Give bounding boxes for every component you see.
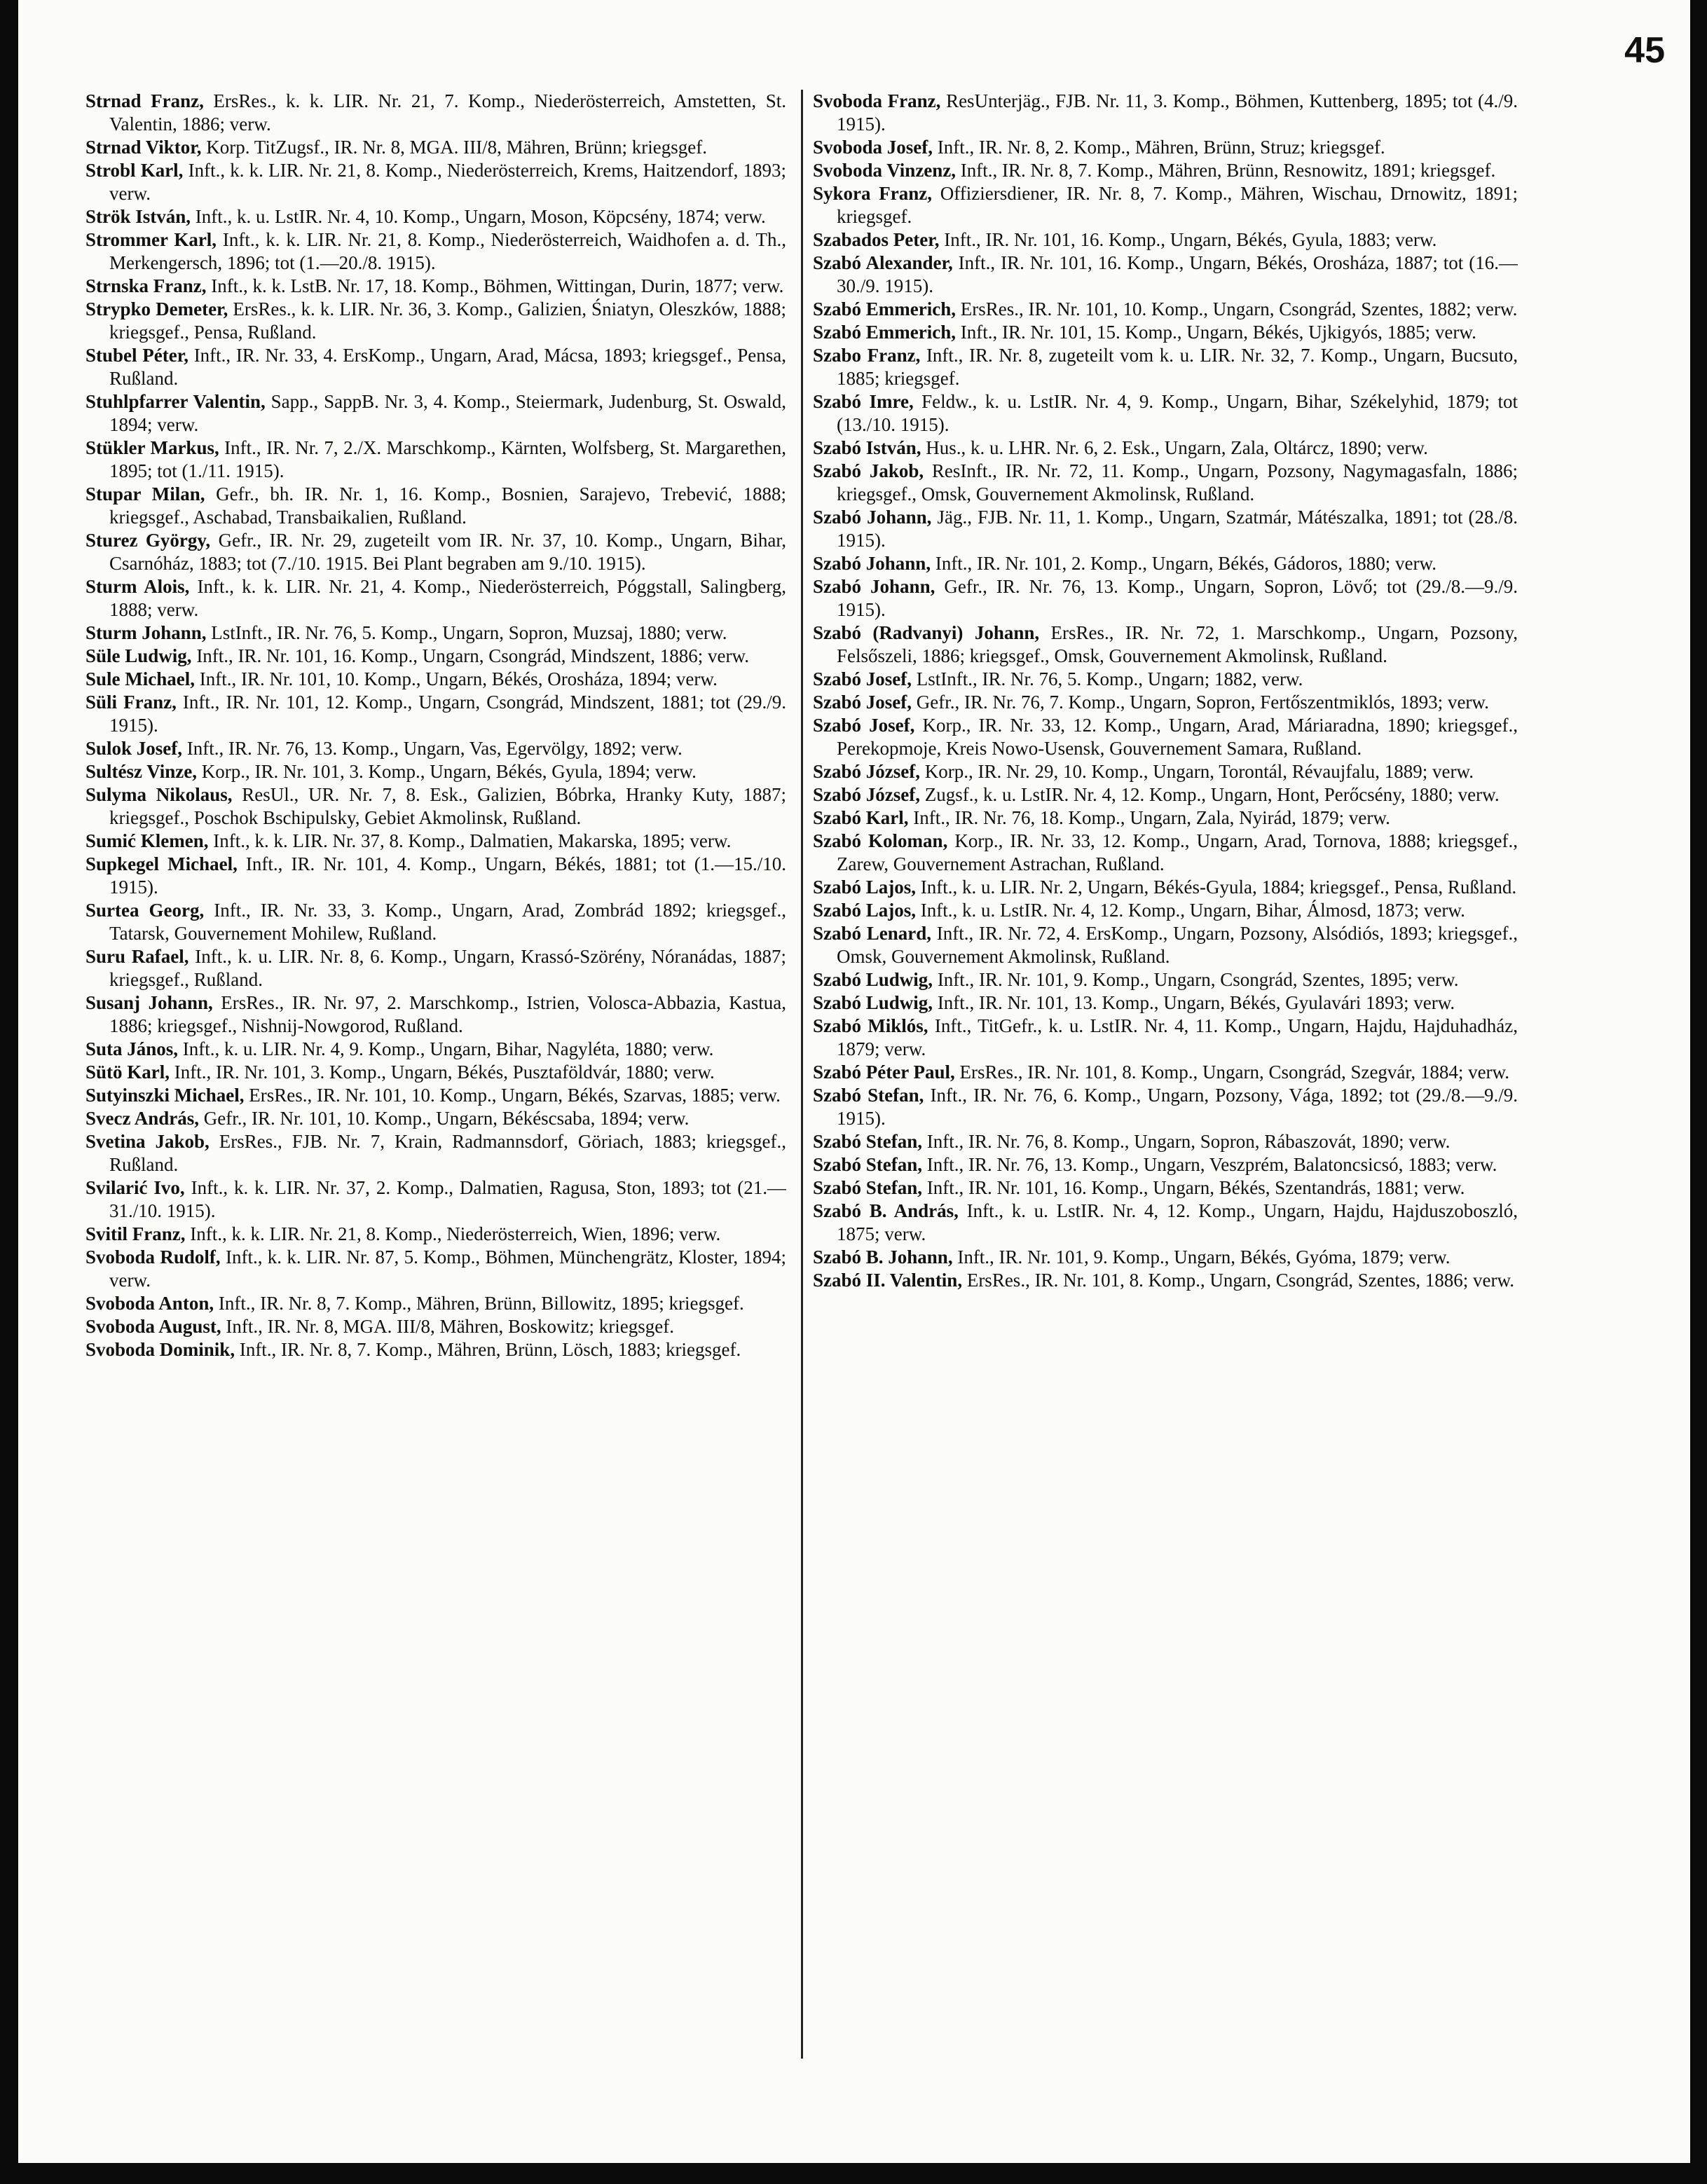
entry-name: Stupar Milan, bbox=[85, 483, 205, 504]
entry-details: Gefr., IR. Nr. 76, 13. Komp., Ungarn, Sopron, Lövő; tot (29./8.—9./9. 1915). bbox=[837, 576, 1518, 620]
casualty-entry bbox=[813, 90, 1518, 136]
entry-name: Sulok Josef, bbox=[85, 738, 183, 759]
entry-name: Szabó II. Valentin, bbox=[813, 1270, 963, 1291]
casualty-entry bbox=[813, 136, 1518, 159]
casualty-entry bbox=[813, 668, 1518, 691]
casualty-entry bbox=[85, 1061, 786, 1084]
casualty-entry bbox=[813, 228, 1518, 252]
casualty-entry bbox=[85, 645, 786, 668]
casualty-entry bbox=[85, 1338, 786, 1361]
entry-name: Szabó B. András, bbox=[813, 1200, 959, 1221]
entry-name: Szabó Johann, bbox=[813, 553, 931, 574]
entry-name: Sultész Vinze, bbox=[85, 761, 197, 782]
entry-name: Sutyinszki Michael, bbox=[85, 1085, 245, 1106]
casualty-entry bbox=[85, 437, 786, 483]
entry-name: Sumić Klemen, bbox=[85, 830, 209, 851]
entry-details: LstInft., IR. Nr. 76, 5. Komp., Ungarn, Sopron, Muzsaj, 1880; verw. bbox=[206, 622, 727, 643]
entry-details: Inft., IR. Nr. 76, 8. Komp., Ungarn, Sopron, Rábaszovát, 1890; verw. bbox=[922, 1131, 1451, 1152]
casualty-entry bbox=[85, 275, 786, 298]
entry-details: Inft., IR. Nr. 101, 13. Komp., Ungarn, Békés, Gyulavári 1893; verw. bbox=[933, 992, 1455, 1013]
entry-details: Inft., IR. Nr. 101, 16. Komp., Ungarn, Békés, Gyula, 1883; verw. bbox=[939, 229, 1437, 250]
casualty-entry bbox=[85, 830, 786, 853]
entry-details: ErsRes., IR. Nr. 101, 10. Komp., Ungarn, Békés, Szarvas, 1885; verw. bbox=[244, 1085, 781, 1106]
casualty-entry bbox=[813, 1200, 1518, 1246]
entry-details: ErsRes., IR. Nr. 97, 2. Marschkomp., Istrien, Volosca-Abbazia, Kastua, 1886; kriegsgef., Nishnij-Nowgorod, Rußland. bbox=[109, 992, 786, 1036]
entry-details: Inft., k. k. LIR. Nr. 21, 8. Komp., Niederösterreich, Wien, 1896; verw. bbox=[185, 1223, 721, 1244]
entry-name: Sturm Alois, bbox=[85, 576, 190, 597]
entry-details: Inft., k. u. LstIR. Nr. 4, 12. Komp., Ungarn, Bihar, Álmosd, 1873; verw. bbox=[916, 900, 1465, 921]
entry-details: Inft., IR. Nr. 101, 9. Komp., Ungarn, Békés, Gyóma, 1879; verw. bbox=[952, 1246, 1451, 1268]
entry-details: Gefr., bh. IR. Nr. 1, 16. Komp., Bosnien, Sarajevo, Trebević, 1888; kriegsgef., Aschabad, Transbaikalien, Rußland. bbox=[109, 483, 786, 528]
entry-name: Szabó Emmerich, bbox=[813, 322, 956, 343]
casualty-entry bbox=[85, 1246, 786, 1292]
entry-name: Svilarić Ivo, bbox=[85, 1177, 185, 1198]
entry-details: Inft., IR. Nr. 8, 2. Komp., Mähren, Brünn, Struz; kriegsgef. bbox=[933, 137, 1385, 158]
entry-details: Inft., IR. Nr. 7, 2./X. Marschkomp., Kärnten, Wolfsberg, St. Margarethen, 1895; tot (1./11. 1915). bbox=[109, 437, 786, 481]
casualty-entry bbox=[85, 136, 786, 159]
casualty-entry bbox=[813, 922, 1518, 968]
entry-details: Gefr., IR. Nr. 101, 10. Komp., Ungarn, Békéscsaba, 1894; verw. bbox=[199, 1108, 690, 1129]
scan-edge-bottom bbox=[0, 2163, 1707, 2184]
entry-details: Inft., IR. Nr. 101, 4. Komp., Ungarn, Békés, 1881; tot (1.—15./10. 1915). bbox=[109, 853, 786, 898]
casualty-entry bbox=[813, 321, 1518, 344]
entry-name: Sturm Johann, bbox=[85, 622, 207, 643]
casualty-entry bbox=[813, 806, 1518, 830]
entry-name: Szabó Stefan, bbox=[813, 1085, 924, 1106]
entry-details: Inft., IR. Nr. 101, 2. Komp., Ungarn, Békés, Gádoros, 1880; verw. bbox=[931, 553, 1437, 574]
casualty-entry bbox=[85, 783, 786, 830]
casualty-entry bbox=[85, 1038, 786, 1061]
entry-name: Strommer Karl, bbox=[85, 229, 217, 250]
casualty-entry bbox=[813, 344, 1518, 390]
casualty-entry bbox=[813, 252, 1518, 298]
casualty-entry bbox=[813, 691, 1518, 714]
entry-details: Offiziersdiener, IR. Nr. 8, 7. Komp., Mähren, Wischau, Drnowitz, 1891; kriegsgef. bbox=[837, 183, 1518, 227]
entry-details: Gefr., IR. Nr. 29, zugeteilt vom IR. Nr. 37, 10. Komp., Ungarn, Bihar, Csarnóház, 1883; tot (7./10. 1915. Bei Plant begraben am 9./10. 1915). bbox=[109, 530, 786, 574]
casualty-entry bbox=[85, 529, 786, 575]
casualty-entry bbox=[813, 760, 1518, 783]
entry-name: Szabados Peter, bbox=[813, 229, 940, 250]
casualty-entry bbox=[85, 853, 786, 899]
casualty-entry bbox=[85, 621, 786, 645]
entry-details: Inft., k. u. LIR. Nr. 2, Ungarn, Békés-Gyula, 1884; kriegsgef., Pensa, Rußland. bbox=[916, 877, 1517, 898]
entry-name: Sütö Karl, bbox=[85, 1062, 170, 1083]
casualty-entry bbox=[813, 1269, 1518, 1292]
entry-details: Inft., IR. Nr. 101, 10. Komp., Ungarn, Békés, Orosháza, 1894; verw. bbox=[195, 668, 718, 689]
entry-name: Szabó Ludwig, bbox=[813, 992, 933, 1013]
entry-name: Szabó Josef, bbox=[813, 715, 915, 736]
entry-details: Inft., IR. Nr. 8, 7. Komp., Mähren, Brünn, Resnowitz, 1891; kriegsgef. bbox=[956, 160, 1496, 181]
entry-name: Szabó Stefan, bbox=[813, 1131, 923, 1152]
entry-name: Szabó B. Johann, bbox=[813, 1246, 953, 1268]
entry-name: Susanj Johann, bbox=[85, 992, 213, 1013]
entry-details: ResUnterjäg., FJB. Nr. 11, 3. Komp., Böhmen, Kuttenberg, 1895; tot (4./9. 1915). bbox=[837, 90, 1518, 135]
casualty-entry bbox=[813, 830, 1518, 876]
entry-details: Korp., IR. Nr. 33, 12. Komp., Ungarn, Arad, Máriaradna, 1890; kriegsgef., Perekopmoje, Kreis Nowo-Usensk, Gouvernement Samara, Rußland. bbox=[837, 715, 1518, 759]
entry-details: Inft., IR. Nr. 101, 16. Komp., Ungarn, Békés, Orosháza, 1887; tot (16.—30./9. 1915). bbox=[837, 252, 1518, 296]
entry-name: Suta János, bbox=[85, 1038, 179, 1059]
entry-name: Strobl Karl, bbox=[85, 160, 184, 181]
entry-details: Sapp., SappB. Nr. 3, 4. Komp., Steiermark, Judenburg, St. Oswald, 1894; verw. bbox=[109, 391, 786, 435]
casualty-entry bbox=[813, 1176, 1518, 1200]
entry-name: Stuhlpfarrer Valentin, bbox=[85, 391, 266, 412]
entry-details: Hus., k. u. LHR. Nr. 6, 2. Esk., Ungarn, Zala, Oltárcz, 1890; verw. bbox=[921, 437, 1428, 458]
entry-details: Inft., k. u. LstIR. Nr. 4, 10. Komp., Ungarn, Moson, Köpcsény, 1874; verw. bbox=[191, 206, 766, 227]
entry-details: ErsRes., FJB. Nr. 7, Krain, Radmannsdorf, Göriach, 1883; kriegsgef., Rußland. bbox=[109, 1131, 786, 1175]
casualty-entry bbox=[85, 228, 786, 275]
entry-details: Inft., IR. Nr. 101, 16. Komp., Ungarn, Csongrád, Mindszent, 1886; verw. bbox=[191, 645, 749, 666]
entry-name: Szabó Koloman, bbox=[813, 830, 948, 851]
entry-name: Strnad Franz, bbox=[85, 90, 204, 111]
casualty-entry bbox=[85, 159, 786, 205]
entry-details: Inft., k. k. LIR. Nr. 21, 4. Komp., Niederösterreich, Póggstall, Salingberg, 1888; verw. bbox=[109, 576, 786, 620]
entry-name: Szabó Lajos, bbox=[813, 900, 917, 921]
entry-details: ErsRes., IR. Nr. 72, 1. Marschkomp., Ungarn, Pozsony, Felsőszeli, 1886; kriegsgef., Omsk, Gouvernement Akmolinsk, Rußland. bbox=[837, 622, 1518, 666]
entry-details: Korp., IR. Nr. 101, 3. Komp., Ungarn, Békés, Gyula, 1894; verw. bbox=[197, 761, 697, 782]
casualty-entry bbox=[85, 1176, 786, 1223]
entry-name: Szabó Lajos, bbox=[813, 877, 917, 898]
entry-details: Inft., IR. Nr. 101, 3. Komp., Ungarn, Békés, Pusztaföldvár, 1880; verw. bbox=[170, 1062, 715, 1083]
entry-details: Inft., IR. Nr. 101, 16. Komp., Ungarn, Békés, Szentandrás, 1881; verw. bbox=[922, 1177, 1465, 1198]
entry-details: Inft., k. u. LIR. Nr. 8, 6. Komp., Ungarn, Krassó-Szörény, Nóranádas, 1887; kriegsgef., Rußland. bbox=[109, 946, 786, 990]
entry-name: Süli Franz, bbox=[85, 692, 177, 713]
casualty-entry bbox=[85, 1084, 786, 1107]
entry-name: Szabó Johann, bbox=[813, 507, 932, 528]
entry-details: Korp., IR. Nr. 29, 10. Komp., Ungarn, Torontál, Révaujfalu, 1889; verw. bbox=[919, 761, 1474, 782]
casualty-entry bbox=[813, 968, 1518, 991]
entry-details: Inft., IR. Nr. 8, MGA. III/8, Mähren, Boskowitz; kriegsgef. bbox=[221, 1316, 674, 1337]
casualty-entry bbox=[85, 1223, 786, 1246]
entry-name: Szabó Jakob, bbox=[813, 460, 924, 481]
casualty-entry bbox=[813, 1153, 1518, 1176]
entry-name: Svoboda Rudolf, bbox=[85, 1246, 221, 1268]
scan-edge-left bbox=[0, 0, 18, 2184]
casualty-entry bbox=[85, 991, 786, 1038]
entry-name: Sykora Franz, bbox=[813, 183, 933, 204]
entry-details: ErsRes., IR. Nr. 101, 10. Komp., Ungarn, Csongrád, Szentes, 1882; verw. bbox=[955, 298, 1518, 320]
entry-details: Inft., IR. Nr. 33, 3. Komp., Ungarn, Arad, Zombrád 1892; kriegsgef., Tatarsk, Gouvernement Mohilew, Rußland. bbox=[109, 900, 786, 944]
entry-details: Inft., IR. Nr. 101, 12. Komp., Ungarn, Csongrád, Mindszent, 1881; tot (29./9. 1915). bbox=[109, 692, 786, 736]
casualty-entry bbox=[85, 205, 786, 228]
casualty-entry bbox=[813, 899, 1518, 922]
casualty-entry bbox=[85, 90, 786, 136]
casualty-entry bbox=[85, 899, 786, 945]
casualty-entry bbox=[85, 691, 786, 737]
entry-details: ErsRes., IR. Nr. 101, 8. Komp., Ungarn, Csongrád, Szegvár, 1884; verw. bbox=[954, 1062, 1510, 1083]
entry-name: Stükler Markus, bbox=[85, 437, 219, 458]
entry-details: Feldw., k. u. LstIR. Nr. 4, 9. Komp., Ungarn, Bihar, Székelyhid, 1879; tot (13./10. 1915). bbox=[837, 391, 1518, 435]
entry-name: Szabó (Radvanyi) Johann, bbox=[813, 622, 1040, 643]
casualty-entry bbox=[813, 1130, 1518, 1153]
casualty-entry bbox=[85, 1107, 786, 1130]
entry-name: Svoboda Anton, bbox=[85, 1293, 214, 1314]
entry-name: Szabó Ludwig, bbox=[813, 969, 933, 990]
entry-details: ErsRes., k. k. LIR. Nr. 36, 3. Komp., Galizien, Śniatyn, Oleszków, 1888; kriegsgef., Pensa, Rußland. bbox=[109, 298, 786, 343]
entry-name: Strnska Franz, bbox=[85, 275, 207, 296]
casualty-entry bbox=[813, 1061, 1518, 1084]
entry-details: Inft., IR. Nr. 72, 4. ErsKomp., Ungarn, Pozsony, Alsódiós, 1893; kriegsgef., Omsk, Gouvernement Akmolinsk, Rußland. bbox=[837, 923, 1518, 967]
entry-details: Inft., IR. Nr. 76, 13. Komp., Ungarn, Vas, Egervölgy, 1892; verw. bbox=[182, 738, 683, 759]
entry-name: Strök István, bbox=[85, 206, 191, 227]
entry-details: ErsRes., IR. Nr. 101, 8. Komp., Ungarn, Csongrád, Szentes, 1886; verw. bbox=[962, 1270, 1514, 1291]
entry-details: Korp. TitZugsf., IR. Nr. 8, MGA. III/8, Mähren, Brünn; kriegsgef. bbox=[201, 137, 707, 158]
entry-name: Svetina Jakob, bbox=[85, 1131, 210, 1152]
casualty-entry bbox=[813, 159, 1518, 182]
entry-name: Szabó Miklós, bbox=[813, 1015, 928, 1036]
casualty-entry bbox=[85, 483, 786, 529]
casualty-entry bbox=[85, 737, 786, 760]
casualty-entry bbox=[813, 552, 1518, 575]
entry-name: Szabó Karl, bbox=[813, 807, 909, 828]
casualty-entry bbox=[813, 876, 1518, 899]
entry-details: Inft., TitGefr., k. u. LstIR. Nr. 4, 11. Komp., Ungarn, Hajdu, Hajduhadház, 1879; verw. bbox=[837, 1015, 1518, 1059]
scan-edge-right bbox=[1690, 0, 1707, 2184]
column-divider bbox=[801, 90, 803, 2059]
entry-name: Strnad Viktor, bbox=[85, 137, 202, 158]
entry-name: Stubel Péter, bbox=[85, 345, 188, 366]
casualty-entry bbox=[813, 783, 1518, 806]
entry-name: Svoboda Franz, bbox=[813, 90, 941, 111]
entry-details: Inft., IR. Nr. 8, zugeteilt vom k. u. LIR. Nr. 32, 7. Komp., Ungarn, Bucsuto, 1885; kriegsgef. bbox=[837, 345, 1518, 389]
entry-name: Strypko Demeter, bbox=[85, 298, 228, 320]
entry-name: Szabó Stefan, bbox=[813, 1177, 923, 1198]
entry-name: Svecz András, bbox=[85, 1108, 199, 1129]
entry-details: Inft., IR. Nr. 101, 15. Komp., Ungarn, Békés, Ujkigyós, 1885; verw. bbox=[955, 322, 1476, 343]
casualty-entry bbox=[813, 460, 1518, 506]
entry-name: Szabó Alexander, bbox=[813, 252, 953, 273]
entry-details: Inft., IR. Nr. 76, 18. Komp., Ungarn, Zala, Nyirád, 1879; verw. bbox=[908, 807, 1390, 828]
entry-name: Szabó Josef, bbox=[813, 692, 912, 713]
entry-name: Süle Ludwig, bbox=[85, 645, 192, 666]
entry-details: Inft., k. k. LIR. Nr. 37, 8. Komp., Dalmatien, Makarska, 1895; verw. bbox=[208, 830, 732, 851]
casualty-entry bbox=[813, 390, 1518, 437]
entry-details: Inft., k. k. LstB. Nr. 17, 18. Komp., Böhmen, Wittingan, Durin, 1877; verw. bbox=[206, 275, 784, 296]
entry-details: Inft., k. k. LIR. Nr. 21, 8. Komp., Niederösterreich, Krems, Haitzendorf, 1893; verw. bbox=[109, 160, 786, 204]
entry-details: Korp., IR. Nr. 33, 12. Komp., Ungarn, Arad, Tornova, 1888; kriegsgef., Zarew, Gouvernement Astrachan, Rußland. bbox=[837, 830, 1518, 874]
entry-details: LstInft., IR. Nr. 76, 5. Komp., Ungarn; 1882, verw. bbox=[912, 668, 1303, 689]
casualty-entry bbox=[813, 1084, 1518, 1130]
entry-details: ResUl., UR. Nr. 7, 8. Esk., Galizien, Bóbrka, Hranky Kuty, 1887; kriegsgef., Poschok Bschipulsky, Gebiet Akmolinsk, Rußland. bbox=[109, 784, 786, 828]
entry-details: Inft., IR. Nr. 101, 9. Komp., Ungarn, Csongrád, Szentes, 1895; verw. bbox=[933, 969, 1459, 990]
casualty-entry bbox=[813, 437, 1518, 460]
casualty-entry bbox=[85, 344, 786, 390]
entry-name: Szabó Lenard, bbox=[813, 923, 932, 944]
casualty-entry bbox=[813, 1246, 1518, 1269]
entry-name: Svoboda Dominik, bbox=[85, 1339, 235, 1360]
entry-name: Szabó István, bbox=[813, 437, 921, 458]
casualty-entry bbox=[85, 1130, 786, 1176]
entry-name: Szabó József, bbox=[813, 784, 920, 805]
entry-name: Sturez György, bbox=[85, 530, 211, 551]
entry-name: Szabó Péter Paul, bbox=[813, 1062, 955, 1083]
entry-name: Svoboda Josef, bbox=[813, 137, 933, 158]
casualty-entry bbox=[85, 575, 786, 621]
entry-details: Inft., k. u. LstIR. Nr. 4, 12. Komp., Ungarn, Hajdu, Hajduszoboszló, 1875; verw. bbox=[837, 1200, 1518, 1244]
casualty-entry bbox=[813, 298, 1518, 321]
entry-name: Surtea Georg, bbox=[85, 900, 205, 921]
casualty-entry bbox=[85, 760, 786, 783]
entry-name: Szabó Josef, bbox=[813, 668, 912, 689]
casualty-entry bbox=[813, 182, 1518, 228]
entry-name: Suru Rafael, bbox=[85, 946, 189, 967]
entry-details: Inft., k. u. LIR. Nr. 4, 9. Komp., Ungarn, Bihar, Nagyléta, 1880; verw. bbox=[178, 1038, 714, 1059]
entry-name: Szabo Franz, bbox=[813, 345, 921, 366]
casualty-entry bbox=[85, 668, 786, 691]
entry-details: ErsRes., k. k. LIR. Nr. 21, 7. Komp., Niederösterreich, Amstetten, St. Valentin, 1886; verw. bbox=[109, 90, 786, 135]
entry-name: Szabó Stefan, bbox=[813, 1154, 923, 1175]
entry-name: Supkegel Michael, bbox=[85, 853, 238, 874]
entry-name: Svitil Franz, bbox=[85, 1223, 186, 1244]
casualty-entry bbox=[85, 945, 786, 991]
casualty-entry bbox=[813, 714, 1518, 760]
entry-name: Szabó Johann, bbox=[813, 576, 935, 597]
casualty-entry bbox=[85, 1315, 786, 1338]
entry-details: Jäg., FJB. Nr. 11, 1. Komp., Ungarn, Szatmár, Mátészalka, 1891; tot (28./8. 1915). bbox=[837, 507, 1518, 551]
entry-name: Svoboda Vinzenz, bbox=[813, 160, 957, 181]
entry-name: Szabó Imre, bbox=[813, 391, 914, 412]
casualty-entry bbox=[813, 1015, 1518, 1061]
entry-name: Sule Michael, bbox=[85, 668, 195, 689]
entry-details: Inft., IR. Nr. 33, 4. ErsKomp., Ungarn, Arad, Mácsa, 1893; kriegsgef., Pensa, Rußland. bbox=[109, 345, 786, 389]
entry-details: Inft., IR. Nr. 8, 7. Komp., Mähren, Brünn, Lösch, 1883; kriegsgef. bbox=[235, 1339, 741, 1360]
entry-details: Gefr., IR. Nr. 76, 7. Komp., Ungarn, Sopron, Fertőszentmiklós, 1893; verw. bbox=[912, 692, 1489, 713]
entry-details: Inft., k. k. LIR. Nr. 21, 8. Komp., Niederösterreich, Waidhofen a. d. Th., Merkengersch, 1896; tot (1.—20./8. 1915). bbox=[109, 229, 786, 273]
entry-name: Szabó József, bbox=[813, 761, 920, 782]
casualty-entry bbox=[813, 575, 1518, 621]
right-column bbox=[813, 90, 1518, 2080]
page-number: 45 bbox=[1624, 30, 1665, 71]
casualty-entry bbox=[85, 390, 786, 437]
casualty-entry bbox=[813, 506, 1518, 552]
casualty-entry bbox=[813, 621, 1518, 668]
entry-details: Inft., IR. Nr. 76, 6. Komp., Ungarn, Pozsony, Vága, 1892; tot (29./8.—9./9. 1915). bbox=[837, 1085, 1518, 1129]
entry-details: Inft., k. k. LIR. Nr. 87, 5. Komp., Böhmen, Münchengrätz, Kloster, 1894; verw. bbox=[109, 1246, 786, 1291]
entry-name: Svoboda August, bbox=[85, 1316, 221, 1337]
entry-name: Szabó Emmerich, bbox=[813, 298, 956, 320]
entry-details: Inft., k. k. LIR. Nr. 37, 2. Komp., Dalmatien, Ragusa, Ston, 1893; tot (21.—31./10. 1915). bbox=[109, 1177, 786, 1221]
left-column bbox=[85, 90, 786, 2080]
entry-details: Zugsf., k. u. LstIR. Nr. 4, 12. Komp., Ungarn, Hont, Perőcsény, 1880; verw. bbox=[919, 784, 1500, 805]
entry-details: ResInft., IR. Nr. 72, 11. Komp., Ungarn, Pozsony, Nagymagasfaln, 1886; kriegsgef., Omsk, Gouvernement Akmolinsk, Rußland. bbox=[837, 460, 1518, 504]
casualty-entry bbox=[813, 991, 1518, 1015]
entry-details: Inft., IR. Nr. 76, 13. Komp., Ungarn, Veszprém, Balatoncsicsó, 1883; verw. bbox=[922, 1154, 1497, 1175]
entry-details: Inft., IR. Nr. 8, 7. Komp., Mähren, Brünn, Billowitz, 1895; kriegsgef. bbox=[214, 1293, 744, 1314]
casualty-entry bbox=[85, 298, 786, 344]
entry-name: Sulyma Nikolaus, bbox=[85, 784, 233, 805]
casualty-entry bbox=[85, 1292, 786, 1315]
